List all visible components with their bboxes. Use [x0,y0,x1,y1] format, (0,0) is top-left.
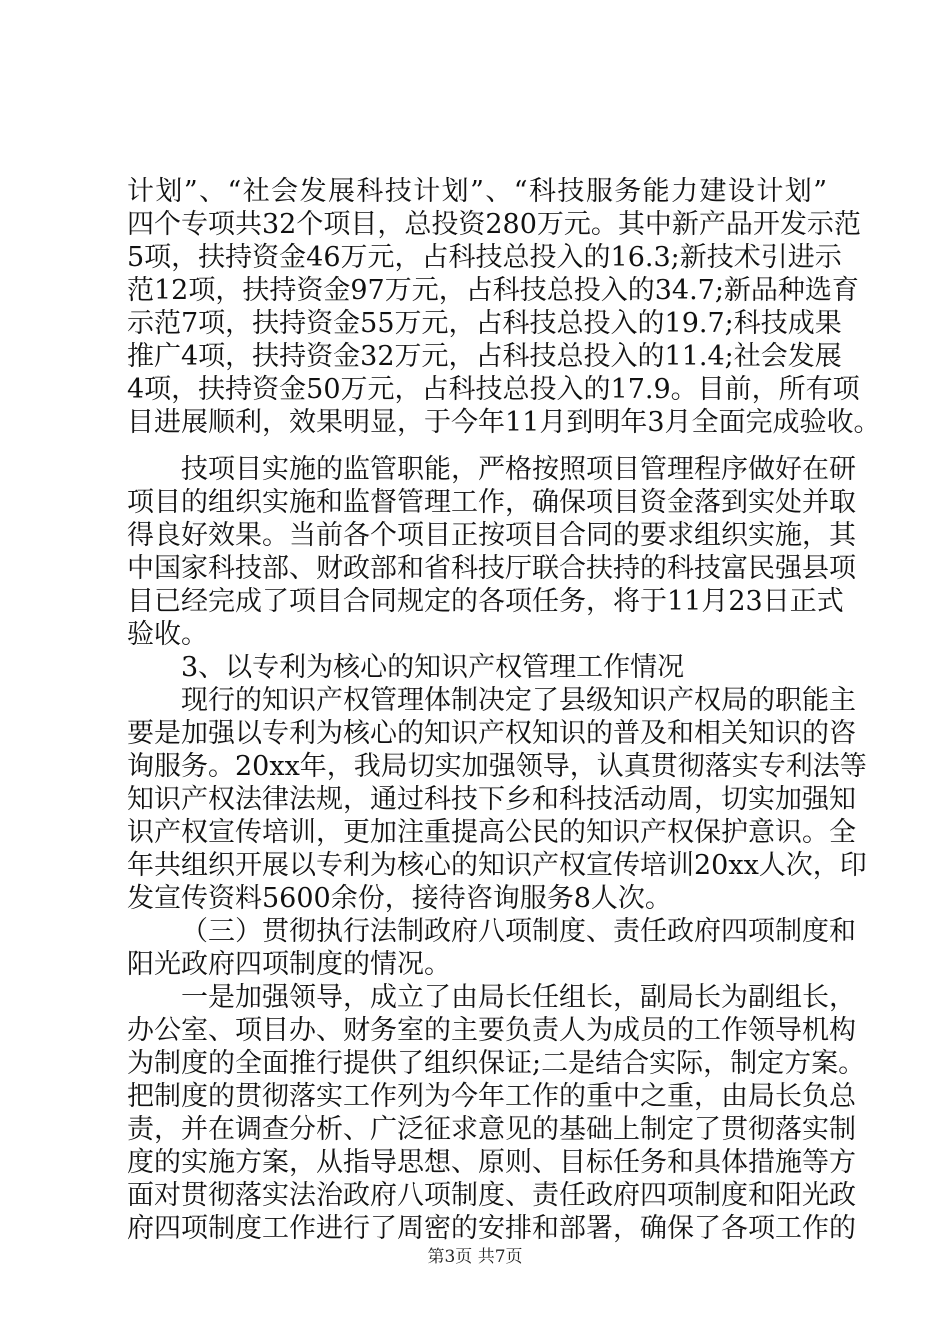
text-line: 项目的组织实施和监督管理工作，确保项目资金落到实处并取 [127,487,856,518]
text-line: 推广4项，扶持资金32万元，占科技总投入的11.4;社会发展 [127,341,842,372]
text-line: 四个专项共32个项目，总投资280万元。其中新产品开发示范 [127,209,861,240]
text-line: 办公室、项目办、财务室的主要负责人为成员的工作领导机构 [127,1015,856,1046]
text-line: 识产权宣传培训，更加注重提高公民的知识产权保护意识。全 [127,817,856,848]
text-line: 要是加强以专利为核心的知识产权知识的普及和相关知识的咨 [127,718,856,749]
text-line: 为制度的全面推行提供了组织保证;二是结合实际，制定方案。 [127,1048,866,1079]
text-line: 5项，扶持资金46万元，占科技总投入的16.3;新技术引进示 [127,242,842,273]
text-line: 计划”、“社会发展科技计划”、“科技服务能力建设计划” [127,176,827,207]
text-line: 发宣传资料5600余份，接待咨询服务8人次。 [127,883,672,914]
text-line: 询服务。20xx年，我局切实加强领导，认真贯彻落实专利法等 [127,751,867,782]
page-number-footer: 第3页 共7页 [427,1247,523,1267]
text-line: 知识产权法律法规，通过科技下乡和科技活动周，切实加强知 [127,784,856,815]
text-line: 面对贯彻落实法治政府八项制度、责任政府四项制度和阳光政 [127,1180,856,1211]
text-line: 技项目实施的监管职能，严格按照项目管理程序做好在研 [181,454,856,485]
text-line: 年共组织开展以专利为核心的知识产权宣传培训20xx人次，印 [127,850,867,881]
text-line: 范12项，扶持资金97万元，占科技总投入的34.7;新品种选育 [127,275,859,306]
text-line: 4项，扶持资金50万元，占科技总投入的17.9。目前，所有项 [127,374,860,405]
text-line: 目进展顺利，效果明显，于今年11月到明年3月全面完成验收。 [127,407,881,438]
text-line: 责，并在调查分析、广泛征求意见的基础上制定了贯彻落实制 [127,1114,856,1145]
text-line: 得良好效果。当前各个项目正按项目合同的要求组织实施，其 [127,520,856,551]
text-line: 目已经完成了项目合同规定的各项任务，将于11月23日正式 [127,586,844,617]
text-line: 把制度的贯彻落实工作列为今年工作的重中之重，由局长负总 [127,1081,856,1112]
subsection-heading: 3、以专利为核心的知识产权管理工作情况 [181,652,685,683]
section-heading: 阳光政府四项制度的情况。 [127,949,451,980]
text-line: 府四项制度工作进行了周密的安排和部署，确保了各项工作的 [127,1213,856,1244]
section-heading: （三）贯彻执行法制政府八项制度、责任政府四项制度和 [181,916,856,947]
text-line: 示范7项，扶持资金55万元，占科技总投入的19.7;科技成果 [127,308,842,339]
text-line: 一是加强领导，成立了由局长任组长，副局长为副组长， [181,982,856,1013]
text-line: 度的实施方案，从指导思想、原则、目标任务和具体措施等方 [127,1147,856,1178]
text-line: 现行的知识产权管理体制决定了县级知识产权局的职能主 [181,685,856,716]
text-line: 验收。 [127,619,208,650]
text-line: 中国家科技部、财政部和省科技厅联合扶持的科技富民强县项 [127,553,856,584]
